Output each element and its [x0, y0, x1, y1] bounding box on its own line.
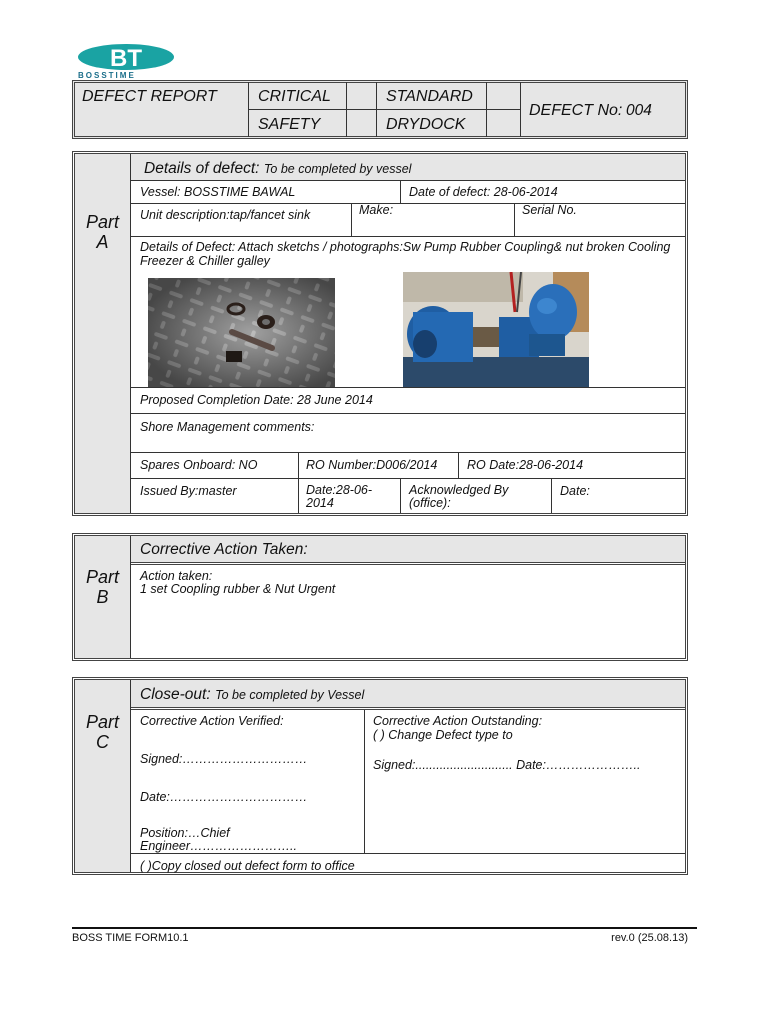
standard-label: STANDARD: [386, 88, 473, 105]
part-a-heading-text: Details of defect:: [144, 160, 260, 177]
serial-no-field: Serial No.: [522, 203, 577, 217]
ack-date-field: Date:: [560, 484, 590, 498]
broken-coupling-photo: [148, 278, 335, 387]
part-c-label: [75, 712, 130, 752]
part-b-heading: Corrective Action Taken:: [140, 541, 308, 558]
action-verified-field: Corrective Action Verified:: [140, 714, 284, 728]
company-logo: [76, 42, 176, 80]
part-c-heading-text: Close-out:: [140, 686, 211, 703]
part-b-label: [75, 567, 130, 607]
part-a-heading-note: To be completed by vessel: [263, 162, 412, 176]
copy-note: ( )Copy closed out defect form to office: [140, 859, 355, 873]
issued-date-line-2: 2014: [306, 496, 334, 510]
issued-date-field: [306, 484, 372, 510]
acknowledged-line-2: (office):: [409, 496, 451, 510]
safety-label: SAFETY: [258, 116, 321, 133]
spares-onboard-field: Spares Onboard: NO: [140, 458, 258, 472]
part-c-heading: [140, 686, 364, 704]
drydock-label: DRYDOCK: [386, 116, 466, 133]
critical-label: CRITICAL: [258, 88, 331, 105]
ro-date-field: RO Date:28-06-2014: [467, 458, 584, 472]
svg-text:BT: BT: [110, 45, 142, 72]
shore-comments-field: Shore Management comments:: [140, 420, 315, 434]
proposed-completion-field: Proposed Completion Date: 28 June 2014: [140, 393, 373, 407]
footer-form: BOSS TIME FORM10.1: [72, 932, 189, 944]
part-a-heading: [144, 160, 411, 178]
defect-number-label: DEFECT No:: [529, 102, 623, 119]
ro-number-field: RO Number:D006/2014: [306, 458, 438, 472]
action-outstanding-label: Corrective Action Outstanding:: [373, 714, 543, 728]
part-c-side: [75, 680, 130, 872]
action-taken-text: 1 set Coopling rubber & Nut Urgent: [140, 582, 336, 596]
part-c-letter: C: [96, 732, 109, 752]
footer-rule: [72, 927, 697, 929]
part-b-word: Part: [85, 567, 119, 587]
action-outstanding-field: [373, 714, 542, 742]
issued-date-line-1: Date:28-06-: [306, 483, 373, 497]
logo-text: BOSSTIME: [78, 71, 136, 80]
defect-number-value: 004: [626, 102, 652, 119]
position-field: [140, 827, 297, 853]
sw-pump-photo: [403, 272, 589, 387]
acknowledged-line-1: Acknowledged By: [409, 483, 509, 497]
part-a-side: [75, 154, 130, 513]
part-c-heading-note: To be completed by Vessel: [215, 688, 365, 702]
defect-details-line-1: Details of Defect: Attach sketchs / photographs:Sw Pump Rubber Coupling& nut broken Cooling: [140, 240, 671, 254]
vessel-field: Vessel: BOSSTIME BAWAL: [140, 185, 296, 199]
outstanding-signed-date: Signed:............................ Date:…………………..: [373, 758, 641, 772]
defect-details-line-2: Freezer & Chiller galley: [140, 254, 270, 268]
report-title: DEFECT REPORT: [82, 88, 217, 105]
action-taken-field: [140, 570, 335, 596]
part-a-letter: A: [96, 232, 109, 252]
action-taken-label: Action taken:: [140, 569, 213, 583]
unit-description-field: Unit description:tap/fancet sink: [140, 208, 311, 222]
position-line-1: Position:…Chief: [140, 826, 230, 840]
acknowledged-field: [409, 484, 508, 510]
footer-rev: rev.0 (25.08.13): [611, 932, 688, 944]
date-of-defect-field: Date of defect: 28-06-2014: [409, 185, 558, 199]
part-a-word: Part: [85, 212, 119, 232]
position-line-2: Engineer……………………..: [140, 839, 297, 853]
make-field: Make:: [359, 203, 394, 217]
signed-field: Signed:…………………………: [140, 752, 308, 766]
defect-details-text: [140, 240, 670, 268]
issued-by-field: Issued By:master: [140, 484, 237, 498]
part-a-label: [75, 212, 130, 252]
date-field: Date:……………………………: [140, 790, 308, 804]
part-b-letter: B: [96, 587, 109, 607]
change-defect-type: ( ) Change Defect type to: [373, 728, 513, 742]
part-c-word: Part: [85, 712, 119, 732]
